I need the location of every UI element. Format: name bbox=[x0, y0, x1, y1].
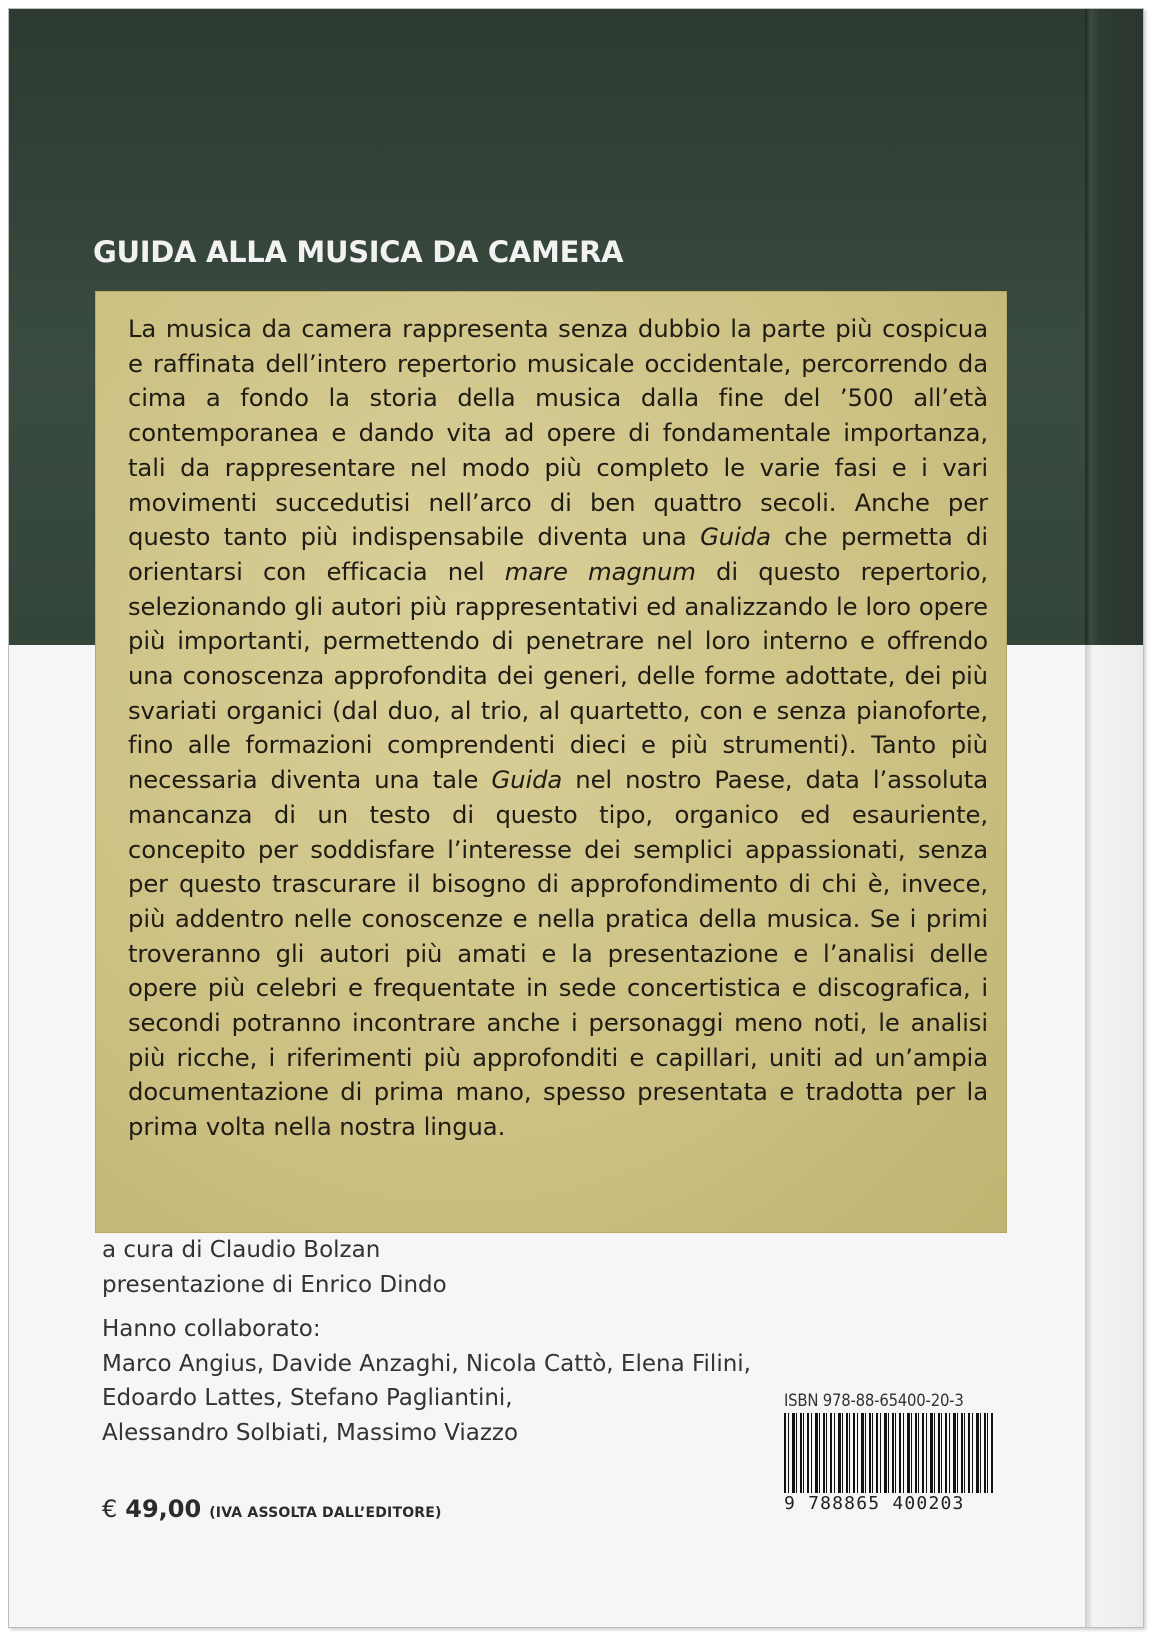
contributors-line: Edoardo Lattes, Stefano Pagliantini, bbox=[102, 1385, 513, 1411]
blurb-part-2: che permetta di orientarsi con efficacia nel bbox=[128, 522, 988, 586]
blurb-part-1: La musica da camera rappresenta senza dubbio la parte più cospicua e raffinata dell’intero repertorio musicale occidentale, percorrendo da cima a fondo la storia della musica dalla fine del ’500 all’età contemporanea e dando vita ad opere di fondamentale importanza, tali da rappresentare nel modo più completo le varie fasi e i vari movimenti succedutisi nell’arco di ben quattro secoli. Anche per questo tanto più indispensabile diventa una bbox=[128, 314, 988, 552]
price-amount: 49,00 bbox=[125, 1495, 202, 1523]
contributors-line: Marco Angius, Davide Anzaghi, Nicola Cattò, Elena Filini, bbox=[102, 1350, 751, 1377]
credits-gap bbox=[102, 1302, 751, 1312]
barcode bbox=[784, 1413, 994, 1493]
euro-symbol: € bbox=[102, 1495, 118, 1523]
book-back-cover bbox=[8, 8, 1144, 1628]
blurb-italic-mare-magnum: mare magnum bbox=[504, 556, 696, 586]
blurb-part-4: nel nostro Paese, data l’assoluta mancanza di un testo di questo tipo, organico ed esauriente, concepito per soddisfare l’interesse dei semplici appassionati, senza per questo trascurare il bisogno di approfondimento di chi è, invece, più addentro nelle conoscenze e nella pratica della musica. Se i primi troveranno gli autori più amati e la presentazione e l’analisi delle opere più celebri e frequentate in sede concertistica e discografica, i secondi potranno incontrare anche i personaggi meno noti, le analisi più ricche, i riferimenti più approfonditi e capillari, uniti ad un’ampia documentazione di prima mano, spesso presentata e tradotta per la prima volta nella nostra lingua. bbox=[128, 765, 989, 1142]
editor-credit: a cura di Claudio Bolzan bbox=[102, 1237, 381, 1263]
blurb-part-3: di questo repertorio, selezionando gli autori più rappresentativi ed analizzando le loro opere più importanti, permettendo di penetrare nel loro interno e offrendo una conoscenza approfondita dei generi, delle forme adottate, dei più svariati organici (dal duo, al trio, al quartetto, con e senza pianoforte, fino alle formazioni comprendenti dieci e più strumenti). Tanto più necessaria diventa una tale bbox=[128, 556, 988, 795]
contributors-heading: Hanno collaborato: bbox=[102, 1316, 321, 1342]
series-title: GUIDA ALLA MUSICA DA CAMERA bbox=[93, 235, 624, 269]
barcode-digits: 9 788865 400203 bbox=[784, 1493, 994, 1514]
blurb-italic-guida-1: Guida bbox=[700, 522, 771, 552]
credits bbox=[102, 1233, 751, 1450]
foreword-credit: presentazione di Enrico Dindo bbox=[102, 1271, 447, 1298]
blurb-box bbox=[95, 291, 1007, 1233]
blurb-text bbox=[128, 312, 988, 1145]
contributors-line: Alessandro Solbiati, Massimo Viazzo bbox=[102, 1419, 519, 1446]
vat-note: (IVA ASSOLTA DALL’EDITORE) bbox=[209, 1505, 442, 1521]
blurb-italic-guida-2: Guida bbox=[491, 765, 563, 795]
spine-edge-lower bbox=[1085, 645, 1143, 1627]
price bbox=[102, 1495, 442, 1523]
isbn-label: ISBN 978-88-65400-20-3 bbox=[784, 1391, 964, 1410]
